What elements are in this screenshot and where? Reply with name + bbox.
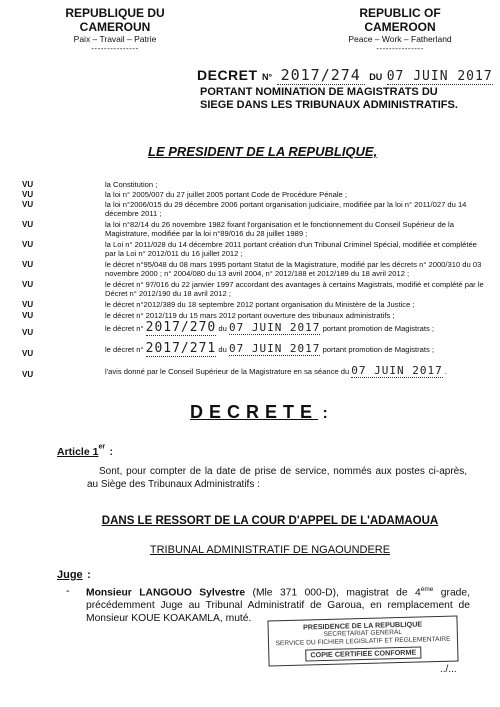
vu-item [0, 221, 500, 239]
vu-text: le décret n° 2012/119 du 15 mars 2012 portant ouverture des tribunaux administratifs ; [105, 311, 395, 320]
decree-word: DECRET [197, 67, 258, 83]
decree-ref-date: 07 JUIN 2017 [228, 342, 321, 355]
header-divider: --------------- [91, 44, 139, 53]
header-divider: --------------- [376, 44, 424, 53]
president-heading: LE PRESIDENT DE LA REPUBLIQUE, [148, 144, 378, 159]
avis-end: . [444, 367, 448, 376]
vu-decree-ref [0, 322, 500, 340]
decree-du-label: DU [369, 72, 383, 82]
vu-item [0, 312, 500, 321]
vu-text: la loi n° 2005/007 du 27 juillet 2005 portant Code de Procédure Pénale ; [105, 190, 347, 199]
decree-prefix: le décret n° [105, 345, 144, 354]
vu-label: VU [22, 240, 34, 249]
decree-ref-suffix: portant promotion de Magistrats ; [322, 345, 434, 354]
vu-label: VU [22, 280, 34, 289]
vu-label: VU [22, 328, 34, 337]
decrete-word: DECRETE [190, 402, 319, 422]
vu-list [0, 181, 500, 381]
article-label: Article 1 [57, 446, 99, 458]
decree-ref-number: 2017/271 [145, 341, 217, 356]
nominee-title: Monsieur [86, 587, 132, 599]
ressort-heading: DANS LE RESSORT DE LA COUR D'APPEL DE L'ADAMAOUA [101, 515, 439, 527]
avis-date: 07 JUIN 2017 [351, 364, 443, 377]
decree-ref-du: du [218, 324, 227, 333]
nominee-details-a: (Mle 371 000-D), magistrat de 4 [252, 587, 421, 599]
certification-stamp [267, 616, 458, 667]
vu-text: le décret n°95/048 du 08 mars 1995 portant Statut de la Magistrature, modifié par les décrets n° 2000/310 du 03 novembre 2000 ; n° 2004/080 du 13 avril 2004, n° 2012/188 et 2012/189 du 18 avril 2012 ; [105, 260, 482, 278]
avis-text: l'avis donné par le Conseil Supérieur de la Magistrature en sa séance du [105, 367, 350, 376]
stamp-line-2: SECRETARIAT GENERAL [323, 628, 403, 639]
nominee-details-b: grade, précédemment Juge au Tribunal Administratif de Garoua, en remplacement de Monsieur KOUE KOAKAMLA, muté. [86, 587, 470, 625]
vu-text: le décret n°2012/389 du 18 septembre 2012 portant organisation du Ministère de la Justice ; [105, 300, 415, 309]
nominee-name: LANGOUO Sylvestre [139, 587, 246, 599]
decree-ref-du: du [218, 345, 227, 354]
decrete-colon: : [322, 405, 328, 422]
juge-colon: : [87, 569, 91, 581]
vu-text: la Loi n° 2011/028 du 14 décembre 2011 portant création d'un Tribunal Criminel Spécial, modifiée et complétée par la Loi n° 2012/011 du 16 juillet 2012 ; [105, 240, 477, 258]
motto-fr: Paix – Travail – Patrie [73, 34, 157, 44]
vu-label: VU [22, 300, 34, 309]
vu-text: la loi n°2006/015 du 29 décembre 2006 portant organisation judiciaire, modifiée par la loi n° 2011/027 du 14 décembre 2011 ; [105, 200, 467, 218]
subtitle-line-2: SIEGE DANS LES TRIBUNAUX ADMINISTRATIFS. [200, 99, 458, 111]
article-text: Sont, pour compter de la date de prise de service, nommés aux postes ci-après, au Siège des Tribunaux Administratifs : [87, 466, 467, 490]
article-colon: : [109, 446, 114, 458]
vu-item [0, 181, 500, 190]
stamp-line-4: COPIE CERTIFIEE CONFORME [305, 646, 421, 661]
decree-ref-date: 07 JUIN 2017 [228, 321, 321, 334]
grade-sup: ème [420, 586, 434, 593]
vu-label: VU [22, 349, 34, 358]
vu-label: VU [22, 190, 34, 199]
vu-item [0, 261, 500, 279]
country-title-fr: REPUBLIQUE DU CAMEROUN [65, 6, 165, 34]
decrete-heading [190, 402, 328, 423]
header-left [40, 6, 190, 53]
vu-label: VU [22, 260, 34, 269]
decree-ref-number: 2017/270 [145, 320, 217, 335]
decree-subtitle [200, 86, 480, 112]
continuation-marker: ../... [440, 664, 457, 675]
juge-heading [57, 565, 91, 583]
vu-text: le décret n° 97/016 du 22 janvier 1997 accordant des avantages à certains Magistrats, modifié et complété par le Décret n° 2012/190 du 18 avril 2012 ; [105, 280, 484, 298]
vu-label: VU [22, 180, 34, 189]
article-sup: er [98, 443, 106, 451]
vu-label: VU [22, 220, 34, 229]
vu-avis [0, 365, 500, 383]
tribunal-heading: TRIBUNAL ADMINISTRATIF DE NGAOUNDERE [149, 544, 391, 556]
decree-number: 2017/274 [277, 66, 365, 85]
vu-avis-line [105, 364, 485, 377]
decree-date: 07 JUIN 2017 [386, 69, 493, 84]
motto-en: Peace – Work – Fatherland [348, 34, 452, 44]
decree-prefix: le décret n° [105, 324, 144, 333]
vu-decree-line [105, 320, 485, 335]
vu-label: VU [22, 370, 34, 379]
vu-item [0, 201, 500, 219]
vu-item [0, 241, 500, 259]
vu-decree-ref [0, 343, 500, 361]
vu-label: VU [22, 200, 34, 209]
decree-ref-suffix: portant promotion de Magistrats ; [322, 324, 434, 333]
vu-item [0, 301, 500, 310]
header-right [325, 6, 475, 53]
decree-n-label: N° [262, 72, 273, 82]
nomination-dash: - [66, 585, 70, 597]
juge-label: Juge [57, 569, 83, 581]
vu-item [0, 281, 500, 299]
country-title-en: REPUBLIC OF CAMEROON [359, 6, 441, 34]
vu-text: la Constitution ; [105, 180, 158, 189]
vu-text: la loi n°82/14 du 26 novembre 1982 fixant l'organisation et le fonctionnement du Conseil Supérieur de la Magistrature, modifiée par la loi n°89/016 du 28 juillet 1989 ; [105, 220, 454, 238]
vu-item [0, 191, 500, 200]
vu-decree-line [105, 341, 485, 356]
article-heading [57, 442, 113, 460]
stamp-line-1: PRESIDENCE DE LA REPUBLIQUE [302, 619, 423, 632]
subtitle-line-1: PORTANT NOMINATION DE MAGISTRATS DU [200, 86, 438, 98]
vu-label: VU [22, 311, 34, 320]
decree-line [197, 66, 493, 85]
stamp-line-3: SERVICE DU FICHIER LEGISLATIF ET REGLEMENTAIRE [275, 635, 451, 648]
